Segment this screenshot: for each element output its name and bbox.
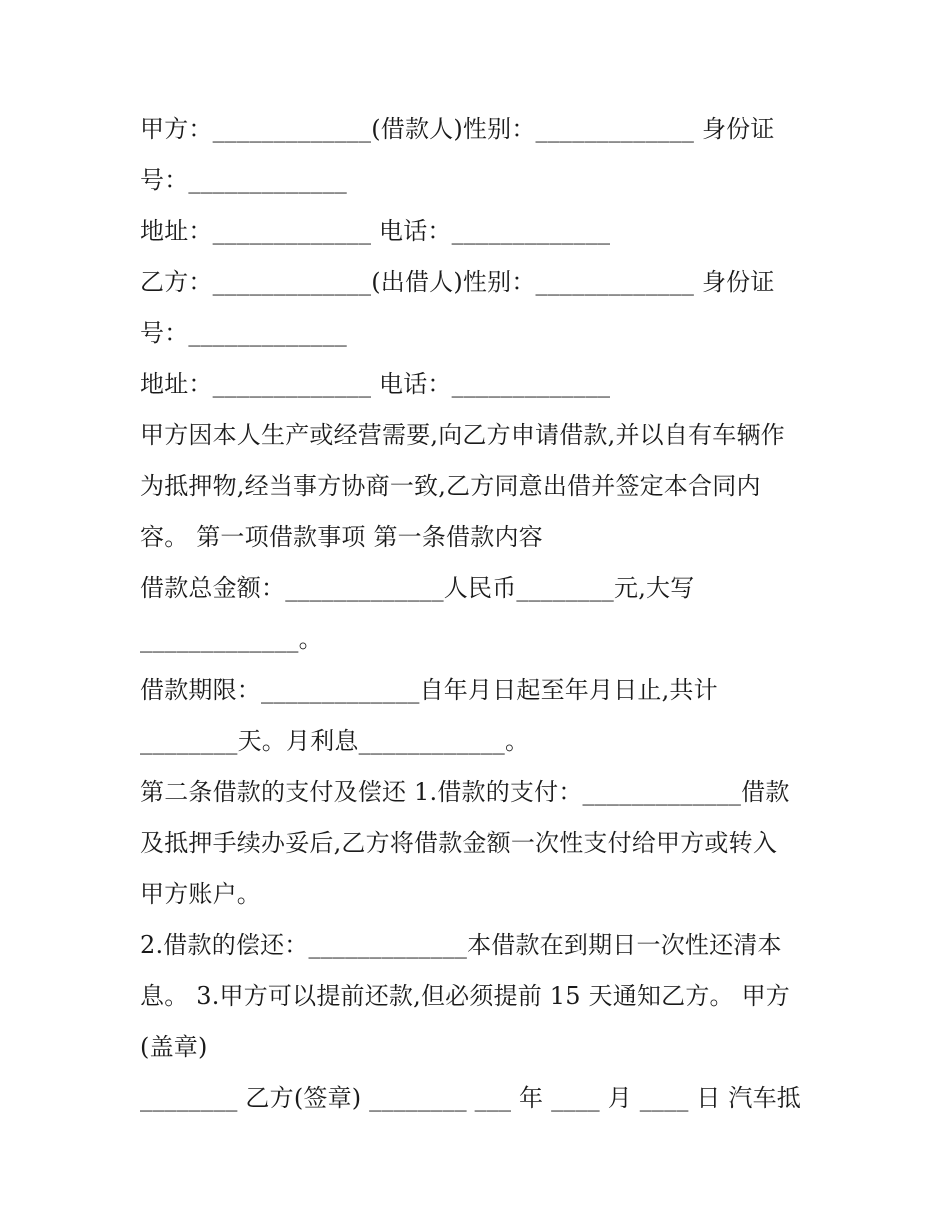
article-two-line-3: 甲方账户。: [140, 880, 261, 908]
party-a-address-line: 地址：_____________ 电话：_____________: [140, 217, 611, 245]
article-two-line-2: 及抵押手续办妥后,乙方将借款金额一次性支付给甲方或转入: [140, 829, 778, 857]
party-b-address-line: 地址：_____________ 电话：_____________: [140, 370, 611, 398]
party-b-line: 乙方：_____________(出借人)性别：_____________ 身份证: [140, 268, 775, 296]
party-b-id-line: 号：_____________: [140, 319, 347, 347]
loan-amount-line: 借款总金额：_____________人民币________元,大写: [140, 574, 695, 602]
repayment-line-1: 2.借款的偿还：_____________本借款在到期日一次性还清本: [140, 931, 782, 959]
loan-amount-uppercase-line: _____________。: [140, 625, 323, 653]
party-a-id-line: 号：_____________: [140, 166, 347, 194]
article-two-line-1: 第二条借款的支付及偿还 1.借款的支付：_____________借款: [140, 778, 790, 806]
intro-line-1: 甲方因本人生产或经营需要,向乙方申请借款,并以自有车辆作: [140, 421, 785, 449]
signature-line: ________ 乙方(签章) ________ ___ 年 ____ 月 ____ 日 汽车抵: [140, 1084, 801, 1112]
intro-line-2: 为抵押物,经当事方协商一致,乙方同意出借并签定本合同内: [140, 472, 761, 500]
intro-line-3: 容。 第一项借款事项 第一条借款内容: [140, 523, 543, 551]
loan-term-line: 借款期限：_____________自年月日起至年月日止,共计: [140, 676, 718, 704]
loan-term-days-line: ________天。月利息____________。: [140, 727, 530, 755]
party-a-line: 甲方：_____________(借款人)性别：_____________ 身份证: [140, 115, 775, 143]
seal-line: (盖章): [140, 1033, 208, 1061]
repayment-line-2: 息。 3.甲方可以提前还款,但必须提前 15 天通知乙方。 甲方: [140, 982, 790, 1010]
